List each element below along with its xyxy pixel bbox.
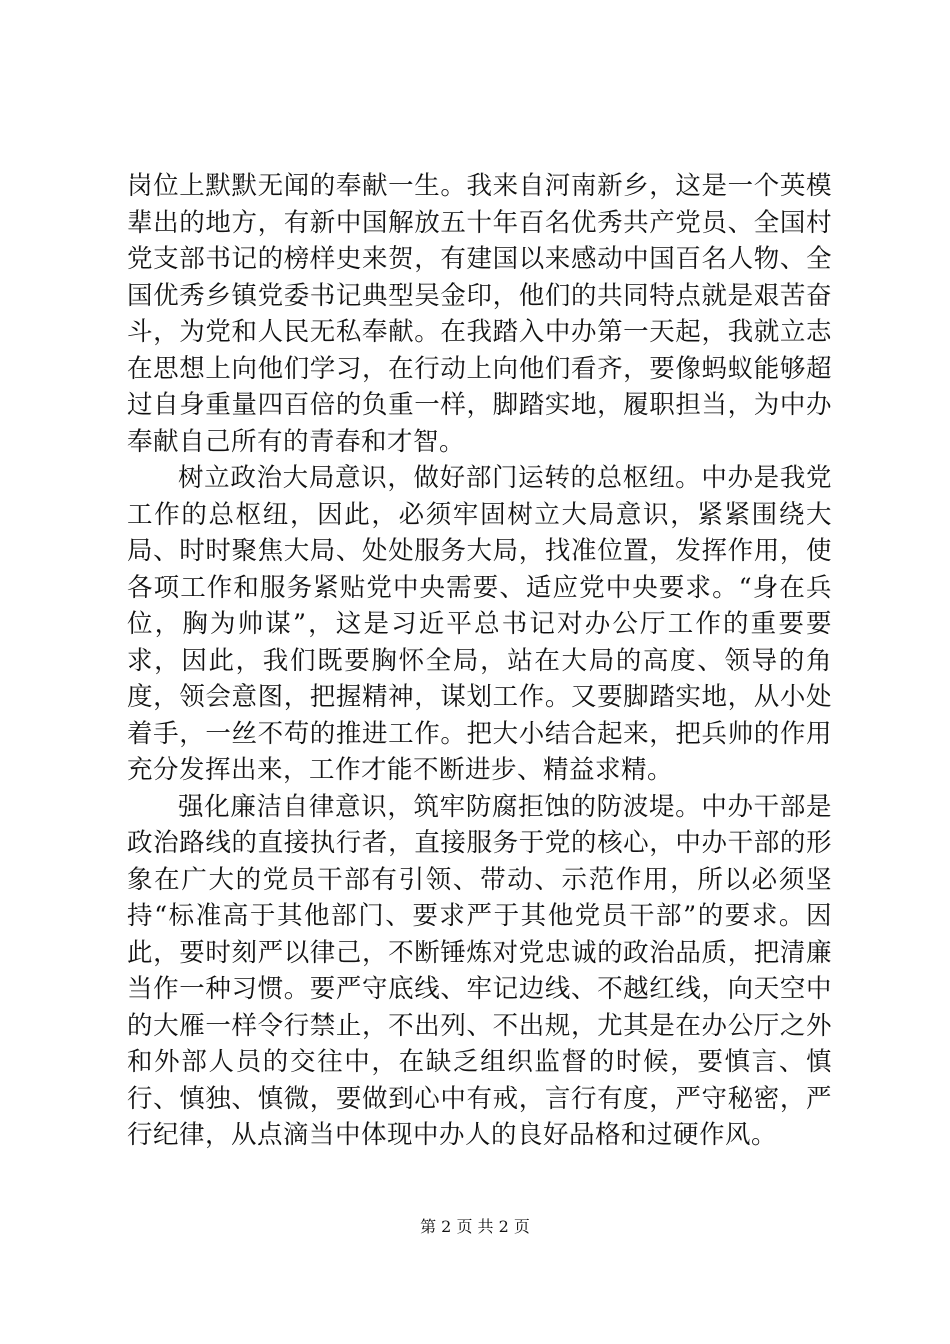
page-number-footer: 第 2 页 共 2 页 <box>420 1217 530 1236</box>
paragraph-continuation: 岗位上默默无闻的奉献一生。我来自河南新乡，这是一个英模辈出的地方，有新中国解放五十年百名优秀共产党员、全国村党支部书记的榜样史来贺，有建国以来感动中国百名人物、全国优秀乡镇党委书记典型吴金印，他们的共同特点就是艰苦奋斗，为党和人民无私奉献。在我踏入中办第一天起，我就立志在思想上向他们学习，在行动上向他们看齐，要像蚂蚁能够超过自身重量四百倍的负重一样，脚踏实地，履职担当，为中办奉献自己所有的青春和才智。 <box>127 171 832 457</box>
paragraph-political-awareness: 树立政治大局意识，做好部门运转的总枢纽。中办是我党工作的总枢纽，因此，必须牢固树立大局意识，紧紧围绕大局、时时聚焦大局、处处服务大局，找准位置，发挥作用，使各项工作和服务紧贴党中央需要、适应党中央要求。“身在兵位，胸为帅谋”，这是习近平总书记对办公厅工作的重要要求，因此，我们既要胸怀全局，站在大局的高度、领导的角度，领会意图，把握精神，谋划工作。又要脚踏实地，从小处着手，一丝不苟的推进工作。把大小结合起来，把兵帅的作用充分发挥出来，工作才能不断进步、精益求精。 <box>127 463 832 785</box>
paragraph-integrity-awareness: 强化廉洁自律意识，筑牢防腐拒蚀的防波堤。中办干部是政治路线的直接执行者，直接服务于党的核心，中办干部的形象在广大的党员干部有引领、带动、示范作用，所以必须坚持“标准高于其他部门、要求严于其他党员干部”的要求。因此，要时刻严以律己，不断锤炼对党忠诚的政治品质，把清廉当作一种习惯。要严守底线、牢记边线、不越红线，向天空中的大雁一样令行禁止，不出列、不出规，尤其是在办公厅之外和外部人员的交往中，在缺乏组织监督的时候，要慎言、慎行、慎独、慎微，要做到心中有戒，言行有度，严守秘密，严行纪律，从点滴当中体现中办人的良好品格和过硬作风。 <box>127 791 832 1150</box>
document-body <box>127 168 832 1154</box>
